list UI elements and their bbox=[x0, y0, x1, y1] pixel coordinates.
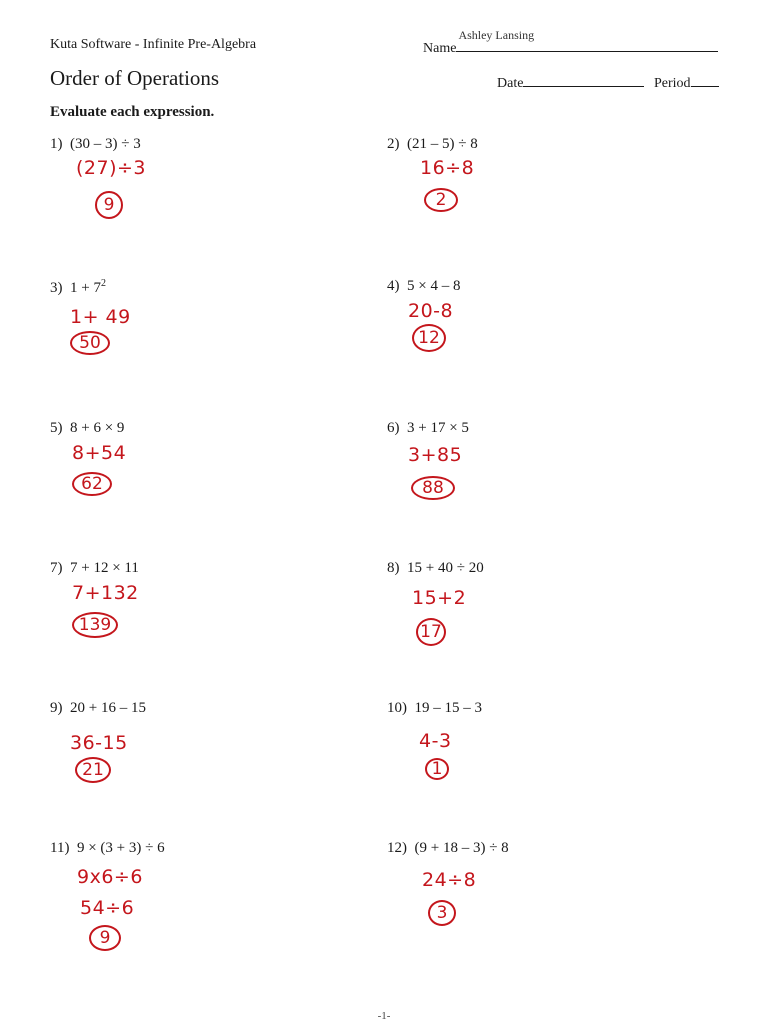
answer-circle: 12 bbox=[412, 324, 446, 352]
problem-expression: (30 – 3) ÷ 3 bbox=[70, 136, 141, 152]
work-line: 54÷6 bbox=[80, 897, 135, 919]
work-line: 9x6÷6 bbox=[77, 866, 143, 888]
work-line: 24÷8 bbox=[422, 869, 477, 891]
name-field[interactable] bbox=[423, 28, 718, 57]
work-line: 36-15 bbox=[70, 732, 128, 754]
problem-number: 5) bbox=[50, 420, 63, 436]
problem-4 bbox=[387, 278, 460, 295]
instructions: Evaluate each expression. bbox=[50, 104, 215, 120]
problem-number: 8) bbox=[387, 560, 400, 576]
problem-expression: 19 – 15 – 3 bbox=[414, 700, 482, 716]
problem-number: 9) bbox=[50, 700, 63, 716]
answer-circle: 1 bbox=[425, 758, 449, 780]
answer-circle: 9 bbox=[95, 191, 123, 219]
exponent: 2 bbox=[100, 278, 106, 289]
work-line: 15+2 bbox=[412, 587, 467, 609]
problem-2 bbox=[387, 136, 478, 153]
answer-circle: 139 bbox=[72, 612, 118, 638]
name-value: Ashley Lansing bbox=[458, 28, 535, 42]
period-label: Period bbox=[654, 76, 691, 91]
problem-number: 6) bbox=[387, 420, 400, 436]
problem-number: 2) bbox=[387, 136, 400, 152]
date-label: Date bbox=[497, 76, 524, 91]
problem-number: 11) bbox=[50, 840, 70, 856]
answer-circle: 21 bbox=[75, 757, 111, 783]
problem-expression: 7 + 12 × 11 bbox=[70, 560, 139, 576]
problem-expression: 3 + 17 × 5 bbox=[407, 420, 469, 436]
problem-number: 3) bbox=[50, 280, 63, 296]
date-underline bbox=[523, 72, 644, 87]
work-line: 16÷8 bbox=[420, 157, 475, 179]
work-line: 7+132 bbox=[72, 582, 139, 604]
work-line: 20-8 bbox=[408, 300, 454, 322]
problem-8 bbox=[387, 560, 484, 577]
problem-10 bbox=[387, 700, 482, 717]
answer-circle: 50 bbox=[70, 331, 110, 355]
work-line: (27)÷3 bbox=[76, 157, 147, 179]
answer-circle: 17 bbox=[416, 618, 446, 646]
problem-expression: 20 + 16 – 15 bbox=[70, 700, 146, 716]
problem-12 bbox=[387, 840, 509, 857]
problem-expression: 9 × (3 + 3) ÷ 6 bbox=[76, 840, 165, 856]
page-title: Order of Operations bbox=[50, 66, 220, 90]
period-underline bbox=[691, 72, 719, 87]
problem-7 bbox=[50, 560, 139, 577]
name-underline bbox=[456, 28, 718, 52]
problem-number: 4) bbox=[387, 278, 400, 294]
problem-expression: 8 + 6 × 9 bbox=[70, 420, 125, 436]
work-line: 4-3 bbox=[419, 730, 452, 752]
problem-1 bbox=[50, 136, 141, 153]
answer-circle: 2 bbox=[424, 188, 458, 212]
problem-number: 7) bbox=[50, 560, 63, 576]
answer-circle: 9 bbox=[89, 925, 121, 951]
work-line: 8+54 bbox=[72, 442, 127, 464]
answer-circle: 88 bbox=[411, 476, 455, 500]
publisher-label: Kuta Software - Infinite Pre-Algebra bbox=[50, 37, 257, 52]
problem-expression: (21 – 5) ÷ 8 bbox=[407, 136, 478, 152]
problem-number: 12) bbox=[387, 840, 407, 856]
problem-3 bbox=[50, 278, 106, 297]
problem-11 bbox=[50, 840, 165, 857]
problem-expression: 1 + 7 bbox=[70, 280, 101, 296]
problem-expression: (9 + 18 – 3) ÷ 8 bbox=[414, 840, 509, 856]
problem-expression: 15 + 40 ÷ 20 bbox=[407, 560, 484, 576]
problem-number: 10) bbox=[387, 700, 407, 716]
problem-number: 1) bbox=[50, 136, 63, 152]
problem-expression: 5 × 4 – 8 bbox=[407, 278, 461, 294]
problem-5 bbox=[50, 420, 124, 437]
name-label: Name bbox=[423, 41, 457, 56]
work-line: 3+85 bbox=[408, 444, 463, 466]
page-number: -1- bbox=[377, 1010, 391, 1022]
problem-6 bbox=[387, 420, 469, 437]
problem-9 bbox=[50, 700, 146, 717]
answer-circle: 3 bbox=[428, 900, 456, 926]
period-field[interactable] bbox=[654, 72, 719, 92]
answer-circle: 62 bbox=[72, 472, 112, 496]
work-line: 1+ 49 bbox=[70, 306, 131, 328]
date-field[interactable] bbox=[497, 72, 644, 92]
